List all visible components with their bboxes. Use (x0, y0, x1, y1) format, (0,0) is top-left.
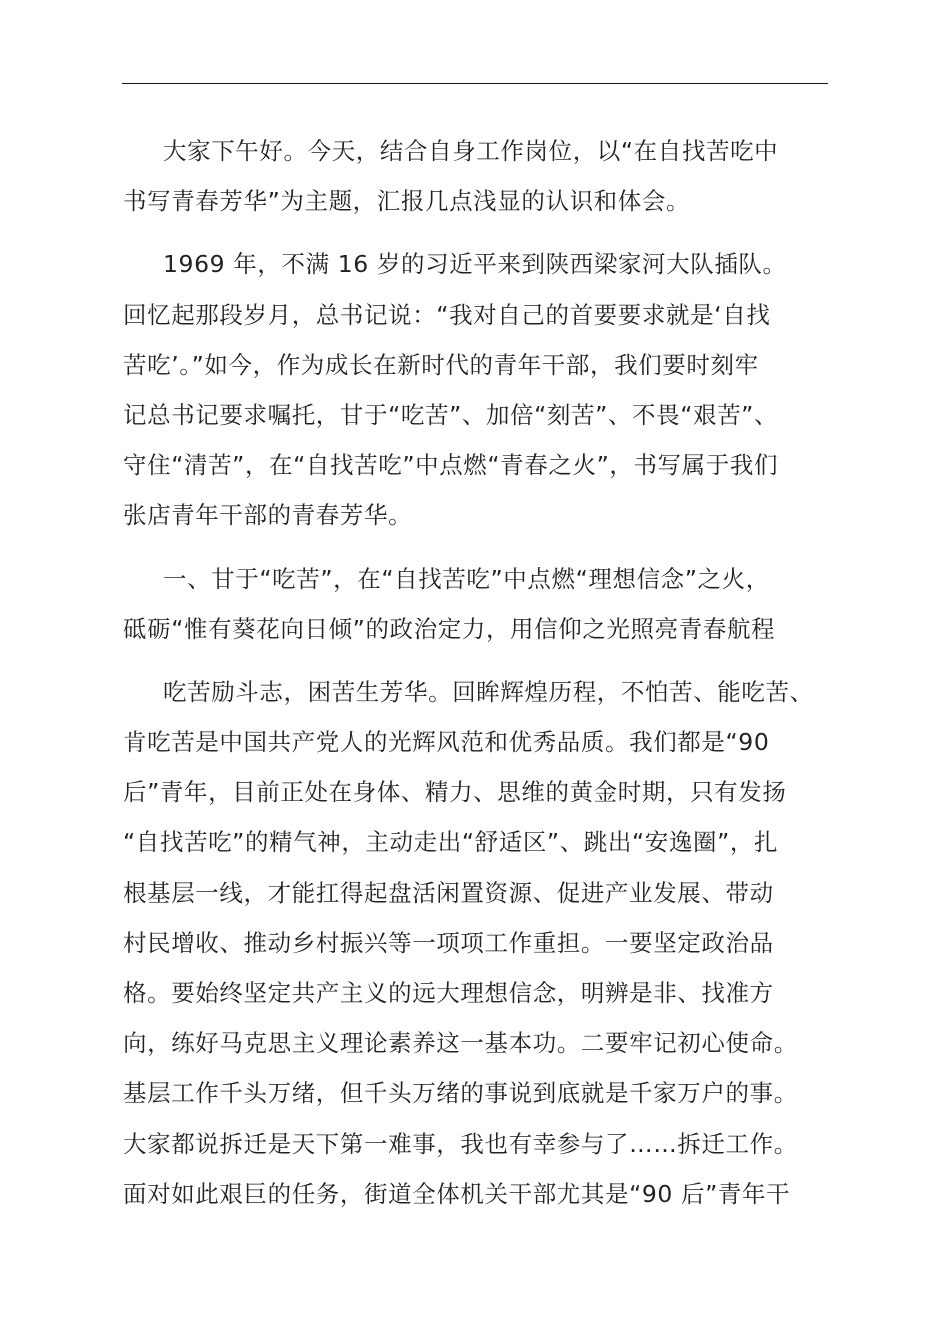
text-line: 回忆起那段岁月，总书记说：“我对自己的首要要求就是‘自找 (123, 300, 771, 329)
text-line: 苦吃’。”如今，作为成长在新时代的青年干部，我们要时刻牢 (123, 350, 759, 379)
text-line: 吃苦励斗志，困苦生芳华。回眸辉煌历程，不怕苦、能吃苦、 (163, 677, 814, 706)
text-line: 基层工作千头万绪，但千头万绪的事说到底就是千家万户的事。 (123, 1079, 798, 1108)
paragraph-greeting (123, 126, 843, 226)
paragraph-section-1-body (123, 667, 843, 1219)
text-line: 向，练好马克思主义理论素养这一基本功。二要牢记初心使命。 (123, 1029, 798, 1058)
text-line: 村民增收、推动乡村振兴等一项项工作重担。一要坚定政治品 (123, 928, 774, 957)
text-line: 张店青年干部的青春芳华。 (123, 501, 413, 530)
section-heading-1 (123, 554, 843, 654)
paragraph-gap (123, 226, 843, 239)
text-line: 大家下午好。今天，结合自身工作岗位，以“在自找苦吃中 (163, 137, 779, 165)
text-line: 肯吃苦是中国共产党人的光辉风范和优秀品质。我们都是“90 (123, 728, 770, 757)
text-line: 记总书记要求嘱托，甘于“吃苦”、加倍“刻苦”、不畏“艰苦”、 (123, 400, 779, 429)
heading-line: 砥砺“惟有葵花向日倾”的政治定力，用信仰之光照亮青春航程 (123, 614, 776, 643)
text-line: 1969 年，不满 16 岁的习近平来到陕西梁家河大队插队。 (163, 250, 787, 279)
paragraph-gap (123, 541, 843, 554)
document-body (123, 126, 843, 1219)
heading-line: 一、甘于“吃苦”，在“自找苦吃”中点燃“理想信念”之火， (163, 564, 770, 593)
text-line: 后”青年，目前正处在身体、精力、思维的黄金时期，只有发扬 (123, 778, 787, 807)
text-line: 守住“清苦”，在“自找苦吃”中点燃“青春之火”，书写属于我们 (123, 451, 779, 480)
text-line: 根基层一线，才能扛得起盘活闲置资源、促进产业发展、带动 (123, 878, 774, 907)
header-rule (122, 83, 828, 84)
text-line: “自找苦吃”的精气神，主动走出“舒适区”、跳出“安逸圈”，扎 (123, 828, 779, 857)
text-line: 大家都说拆迁是天下第一难事，我也有幸参与了……拆迁工作。 (123, 1129, 798, 1158)
text-line: 书写青春芳华”为主题，汇报几点浅显的认识和体会。 (123, 187, 691, 216)
paragraph-intro (123, 239, 843, 540)
paragraph-gap (123, 654, 843, 667)
text-line: 格。要始终坚定共产主义的远大理想信念，明辨是非、找准方 (123, 979, 774, 1007)
text-line: 面对如此艰巨的任务，街道全体机关干部尤其是“90 后”青年干 (123, 1179, 791, 1208)
